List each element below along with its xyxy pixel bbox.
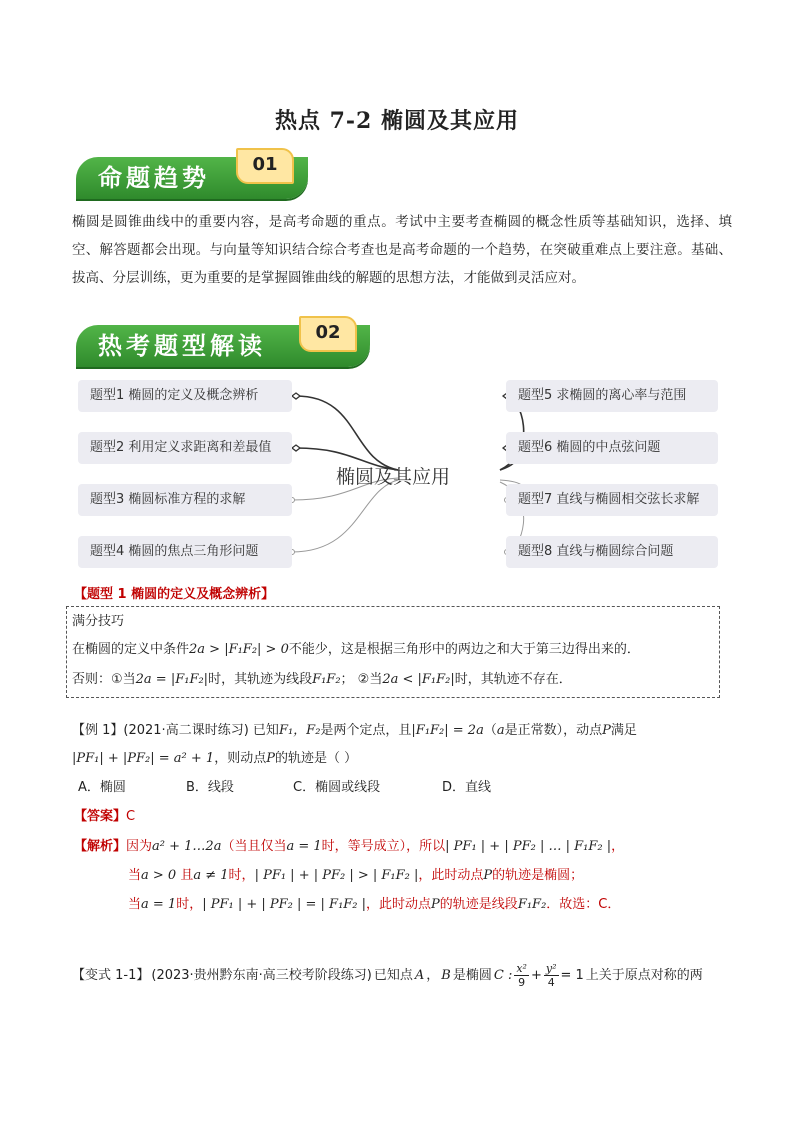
section-badge-01: 01 xyxy=(236,148,294,184)
variant-line: 【变式 1-1】 (2023·贵州黔东南·高三校考阶段练习) 已知点 A ， B 是椭圆 C : x² 9 + $\frac{\text{y²}}{4}$ = 1 上关于原点对称的两 xyxy=(72,962,703,989)
option-d: D．直线 xyxy=(442,780,492,795)
analysis-line-3: 当a = 1时，| PF₁ | + | PF₂ | = | F₁F₂ |，此时动点P的轨迹是线段F₁F₂．故选：C． xyxy=(128,897,621,912)
answer-line: 【答案】C xyxy=(74,809,136,824)
analysis-line-2: 当a > 0 且a ≠ 1时，| PF₁ | + | PF₂ | > | F₁F₂ |，此时动点P的轨迹是椭圆； xyxy=(128,868,584,883)
fraction-y: $\frac{\text{y²}}{4}$ xyxy=(545,962,557,989)
example-question-line-2: |PF₁| + |PF₂| = a² + 1，则动点P的轨迹是（ ） xyxy=(72,751,358,766)
topic-heading: 【题型 1 椭圆的定义及概念辨析】 xyxy=(74,587,275,602)
type-item-3[interactable]: 题型3 椭圆标准方程的求解 xyxy=(78,484,292,516)
fraction-x: x² 9 xyxy=(516,962,527,989)
section-banner-trend: 命题趋势 xyxy=(76,157,308,199)
tips-title: 满分技巧 xyxy=(72,614,125,629)
option-b: B．线段 xyxy=(186,780,234,795)
type-item-8[interactable]: 题型8 直线与椭圆综合问题 xyxy=(506,536,718,568)
tip-line-2: 否则：①当2a = |F₁F₂|时，其轨迹为线段F₁F₂； ②当2a < |F₁F₂|时，其轨迹不存在． xyxy=(72,672,572,687)
type-item-7[interactable]: 题型7 直线与椭圆相交弦长求解 xyxy=(506,484,718,516)
tip-line-1: 在椭圆的定义中条件2a > |F₁F₂| > 0不能少，这是根据三角形中的两边之和大于第三边得出来的． xyxy=(72,642,640,657)
section-banner-types: 热考题型解读 xyxy=(76,325,370,367)
analysis-line-1: 【解析】因为a² + 1…2a（当且仅当a = 1时，等号成立），所以| PF₁ | + | PF₂ | … | F₁F₂ |， xyxy=(74,839,625,854)
type-item-4[interactable]: 题型4 椭圆的焦点三角形问题 xyxy=(78,536,292,568)
option-c: C．椭圆或线段 xyxy=(293,780,381,795)
type-item-5[interactable]: 题型5 求椭圆的离心率与范围 xyxy=(506,380,718,412)
example-question-line-1: 【例 1】(2021·高二课时练习) 已知F₁，F₂是两个定点，且|F₁F₂| = 2a（a是正常数），动点P满足 xyxy=(72,723,637,738)
page-title: 热点 7-2 椭圆及其应用 xyxy=(274,108,520,134)
section-badge-02: 02 xyxy=(299,316,357,352)
option-a: A．椭圆 xyxy=(78,780,126,795)
mindmap-center: 椭圆及其应用 xyxy=(336,466,451,488)
type-item-1[interactable]: 题型1 椭圆的定义及概念辨析 xyxy=(78,380,292,412)
trend-paragraph: 椭圆是圆锥曲线中的重要内容，是高考命题的重点。考试中主要考查椭圆的概念性质等基础知识，选择、填空、解答题都会出现。与向量等知识结合综合考查也是高考命题的一个趋势，在突破重难点上要注意。基础、拔高、分层训练，更为重要的是掌握圆锥曲线的解题的思想方法，才能做到灵活应对。 xyxy=(72,214,732,286)
type-item-2[interactable]: 题型2 利用定义求距离和差最值 xyxy=(78,432,292,464)
type-item-6[interactable]: 题型6 椭圆的中点弦问题 xyxy=(506,432,718,464)
